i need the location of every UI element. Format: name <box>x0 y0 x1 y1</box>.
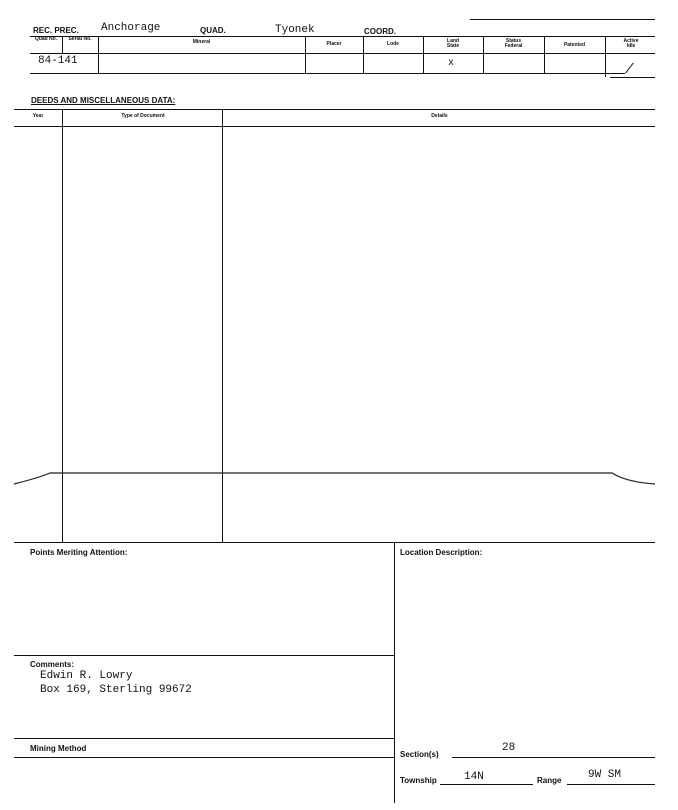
header-rule <box>30 36 655 37</box>
col-placer: Placer <box>326 41 342 47</box>
top-rule <box>470 19 655 20</box>
active-idle-mark: / <box>625 62 634 78</box>
mining-method-bottom-rule <box>14 757 394 758</box>
points-meriting-label: Points Meriting Attention: <box>30 548 128 557</box>
deeds-bottom-rule <box>14 542 655 543</box>
rec-prec-label: REC. PREC. <box>33 26 79 35</box>
township-value: 14N <box>464 771 484 783</box>
deeds-header-rule <box>14 126 655 127</box>
location-description-label: Location Description: <box>400 548 483 557</box>
lower-divider <box>394 543 395 803</box>
rec-prec-value: Anchorage <box>101 22 161 34</box>
col-divider <box>98 37 99 73</box>
deeds-title: DEEDS AND MISCELLANEOUS DATA: <box>31 96 176 105</box>
col-type-of-document: Type of Document <box>121 113 165 119</box>
page-seam <box>0 464 678 494</box>
col-divider <box>423 37 424 73</box>
col-year: Year <box>32 113 44 119</box>
row-bottom <box>30 73 625 74</box>
comments-line-1: Edwin R. Lowry <box>40 670 133 682</box>
col-serial-no: Serial No. <box>68 36 92 42</box>
col-lode: Lode <box>387 41 399 47</box>
col-mineral: Mineral <box>192 39 211 45</box>
township-label: Township <box>400 776 437 785</box>
quad-label: QUAD. <box>200 26 226 35</box>
range-label: Range <box>537 776 562 785</box>
col-divider <box>305 37 306 73</box>
col-details: Details <box>431 113 448 119</box>
col-quad-no: Quad No. <box>34 36 58 42</box>
range-underline <box>567 784 655 785</box>
col-divider <box>363 37 364 73</box>
col-divider <box>62 37 63 53</box>
quad-value: Tyonek <box>275 24 315 36</box>
range-value: 9W SM <box>588 769 622 781</box>
section-underline <box>452 757 655 758</box>
col-divider <box>483 37 484 73</box>
col-patented: Patented <box>563 42 586 48</box>
mining-method-rule <box>14 738 394 739</box>
comments-label: Comments: <box>30 660 75 669</box>
section-label: Section(s) <box>400 750 439 759</box>
coord-label: COORD. <box>364 27 396 36</box>
deeds-top-rule <box>14 109 655 110</box>
comments-line-2: Box 169, Sterling 99672 <box>40 684 192 696</box>
land-state-mark: x <box>448 58 455 69</box>
quad-no-value: 84-141 <box>38 55 78 67</box>
township-underline <box>440 784 533 785</box>
col-land-state: Land State <box>446 38 460 49</box>
col-divider <box>605 37 606 77</box>
col-status-federal: Status Federal <box>504 38 523 49</box>
comments-rule <box>14 655 394 656</box>
col-active-idle: Active Idle <box>623 38 639 49</box>
column-header-bottom <box>30 53 655 54</box>
section-value: 28 <box>502 742 516 754</box>
col-divider <box>544 37 545 73</box>
mining-method-label: Mining Method <box>30 744 87 753</box>
